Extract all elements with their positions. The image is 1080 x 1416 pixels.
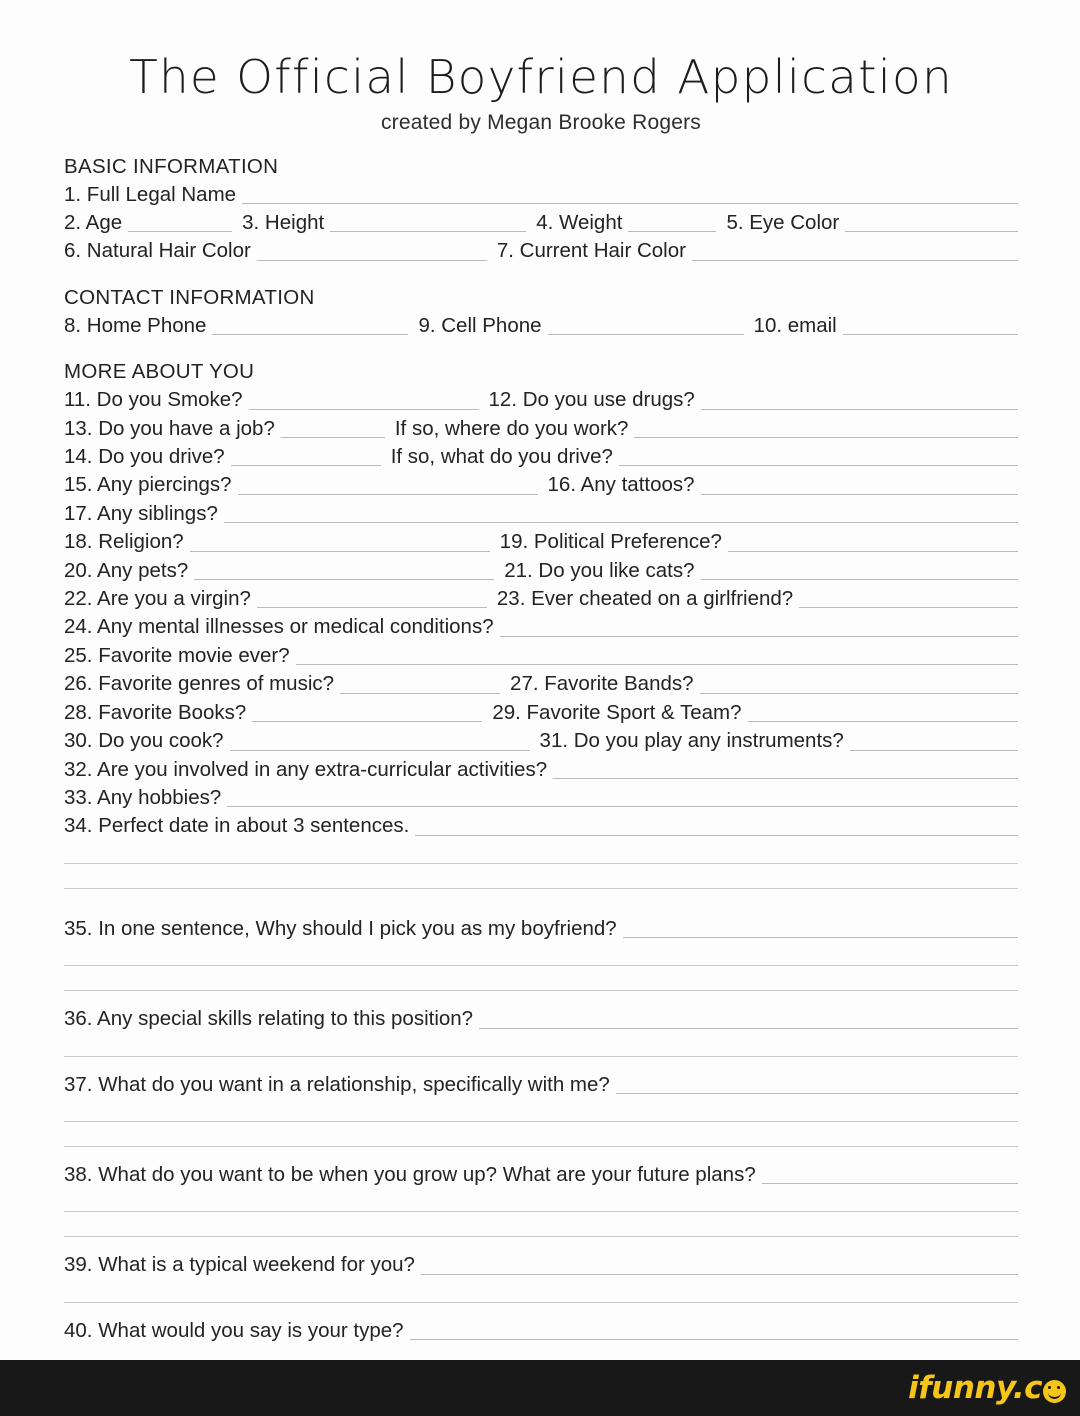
question-label-13b: If so, where do you work? (394, 416, 629, 440)
answer-blank-32[interactable] (553, 778, 1018, 779)
question-label-28: 28. Favorite Books? (64, 700, 247, 724)
form-row-23 (64, 1071, 1018, 1099)
answer-blank-7[interactable] (692, 260, 1018, 261)
question-label-17: 17. Any siblings? (64, 501, 218, 525)
question-label-26: 26. Favorite genres of music? (64, 672, 335, 696)
answer-blank-19[interactable] (728, 551, 1018, 552)
answer-blank-34[interactable] (415, 835, 1018, 836)
answer-blank-6[interactable] (257, 260, 487, 261)
answer-blank-37[interactable] (616, 1093, 1018, 1094)
answer-blank-1[interactable] (242, 203, 1018, 204)
answer-blank-9[interactable] (548, 334, 744, 335)
section-heading-more-about-you: MORE ABOUT YOU (64, 360, 255, 384)
section-heading-contact-information: CONTACT INFORMATION (64, 285, 315, 309)
answer-blank-15[interactable] (238, 494, 538, 495)
form-row-13 (64, 613, 1018, 641)
ifunny-watermark-text: ifunny.c (908, 1370, 1042, 1406)
form-row-3 (64, 237, 1018, 265)
form-row-9 (64, 500, 1018, 528)
form-row-19 (64, 784, 1018, 812)
question-label-37: 37. What do you want in a relationship, specifically with me? (64, 1072, 610, 1096)
question-label-7: 7. Current Hair Color (496, 239, 686, 263)
question-label-11: 11. Do you Smoke? (64, 388, 243, 412)
answer-blank-24[interactable] (500, 636, 1018, 637)
answer-blank-23[interactable] (799, 607, 1018, 608)
answer-blank-21[interactable] (701, 579, 1018, 580)
answer-blank-31[interactable] (850, 750, 1018, 751)
question-label-20: 20. Any pets? (64, 558, 189, 582)
smiley-face-icon (1043, 1380, 1066, 1403)
form-row-11 (64, 557, 1018, 585)
question-label-8: 8. Home Phone (64, 313, 207, 337)
answer-blank-35[interactable] (623, 937, 1018, 938)
form-row-7 (64, 443, 1018, 471)
answer-blank-2[interactable] (128, 231, 232, 232)
question-label-5: 5. Eye Color (726, 211, 840, 234)
question-label-32: 32. Are you involved in any extra-curricular activities? (64, 757, 548, 781)
question-label-31: 31. Do you play any instruments? (539, 729, 844, 753)
question-label-22: 22. Are you a virgin? (64, 587, 251, 611)
question-label-34: 34. Perfect date in about 3 sentences. (64, 814, 410, 838)
form-row-21 (64, 915, 1018, 943)
answer-blank-12[interactable] (701, 409, 1018, 410)
question-label-13: 13. Do you have a job? (64, 416, 275, 440)
form-row-12 (64, 585, 1018, 613)
section-heading-basic-information: BASIC INFORMATION (64, 154, 279, 178)
form-row-20 (64, 812, 1018, 840)
answer-blank-40[interactable] (410, 1339, 1018, 1340)
form-row-1 (64, 181, 1018, 209)
answer-blank-38[interactable] (762, 1183, 1018, 1184)
answer-blank-36[interactable] (479, 1028, 1018, 1029)
answer-blank-22[interactable] (257, 607, 487, 608)
form-row-24 (64, 1161, 1018, 1189)
answer-continuation-line-34a[interactable] (64, 863, 1018, 864)
answer-blank-14[interactable] (231, 465, 381, 466)
answer-blank-39[interactable] (421, 1274, 1018, 1275)
question-label-38: 38. What do you want to be when you grow up? What are your future plans? (64, 1162, 756, 1186)
page-subtitle: created by Megan Brooke Rogers (380, 110, 701, 134)
question-label-35: 35. In one sentence, Why should I pick you as my boyfriend? (64, 916, 617, 940)
form-row-16 (64, 699, 1018, 727)
question-label-1: 1. Full Legal Name (64, 182, 237, 206)
form-row-22 (64, 1005, 1018, 1033)
question-label-18: 18. Religion? (64, 530, 184, 554)
ifunny-watermark (908, 1370, 1066, 1406)
answer-continuation-line-35a[interactable] (64, 965, 1018, 966)
answer-blank-27[interactable] (700, 693, 1018, 694)
watermark-bar (0, 1360, 1080, 1416)
form-row-14 (64, 642, 1018, 670)
answer-blank-26[interactable] (340, 693, 500, 694)
question-label-10: 10. email (753, 313, 837, 337)
answer-blank-10[interactable] (843, 334, 1018, 335)
answer-blank-5[interactable] (845, 231, 1018, 232)
question-label-21: 21. Do you like cats? (504, 558, 695, 582)
answer-continuation-line-38a[interactable] (64, 1211, 1018, 1212)
answer-blank-11[interactable] (249, 409, 479, 410)
form-row-25 (64, 1251, 1018, 1279)
answer-blank-29[interactable] (748, 721, 1019, 722)
form-row-10 (64, 528, 1018, 556)
question-label-27: 27. Favorite Bands? (510, 672, 694, 696)
answer-blank-18[interactable] (190, 551, 490, 552)
question-label-39: 39. What is a typical weekend for you? (64, 1253, 415, 1277)
form-sheet (64, 0, 1018, 1411)
answer-blank-30[interactable] (230, 750, 530, 751)
answer-blank-28[interactable] (252, 721, 482, 722)
question-label-2: 2. Age (64, 211, 123, 234)
question-label-25: 25. Favorite movie ever? (64, 643, 290, 667)
form-row-2 (64, 209, 1018, 237)
answer-blank-14b[interactable] (619, 465, 1018, 466)
question-label-4: 4. Weight (536, 211, 623, 234)
question-label-9: 9. Cell Phone (418, 313, 542, 337)
answer-blank-16[interactable] (701, 494, 1018, 495)
question-label-40: 40. What would you say is your type? (64, 1318, 404, 1342)
answer-blank-20[interactable] (194, 579, 494, 580)
answer-continuation-line-37a[interactable] (64, 1121, 1018, 1122)
question-label-3: 3. Height (242, 211, 325, 234)
answer-blank-13[interactable] (281, 437, 385, 438)
question-label-36: 36. Any special skills relating to this position? (64, 1007, 474, 1031)
form-row-6 (64, 415, 1018, 443)
answer-blank-4[interactable] (628, 231, 716, 232)
form-row-17 (64, 727, 1018, 755)
question-label-14b: If so, what do you drive? (390, 445, 613, 469)
question-label-14: 14. Do you drive? (64, 445, 225, 469)
form-row-4 (64, 312, 1018, 340)
question-label-33: 33. Any hobbies? (64, 785, 222, 809)
answer-blank-33[interactable] (227, 806, 1018, 807)
question-label-29: 29. Favorite Sport & Team? (492, 700, 742, 724)
answer-blank-8[interactable] (212, 334, 408, 335)
question-label-16: 16. Any tattoos? (547, 473, 695, 497)
question-label-30: 30. Do you cook? (64, 729, 224, 753)
answer-blank-3[interactable] (330, 231, 526, 232)
question-label-6: 6. Natural Hair Color (64, 239, 251, 263)
form-row-26 (64, 1317, 1018, 1345)
answer-blank-17[interactable] (224, 522, 1018, 523)
question-label-23: 23. Ever cheated on a girlfriend? (496, 587, 794, 611)
answer-blank-13b[interactable] (634, 437, 1018, 438)
page-title: The Official Boyfriend Application (129, 50, 953, 104)
question-label-15: 15. Any piercings? (64, 473, 232, 497)
form-row-5 (64, 386, 1018, 414)
answer-blank-25[interactable] (296, 664, 1018, 665)
question-label-12: 12. Do you use drugs? (488, 388, 695, 412)
question-label-19: 19. Political Preference? (499, 530, 722, 554)
question-label-24: 24. Any mental illnesses or medical conditions? (64, 615, 494, 639)
form-row-15 (64, 670, 1018, 698)
form-row-18 (64, 756, 1018, 784)
form-row-8 (64, 471, 1018, 499)
